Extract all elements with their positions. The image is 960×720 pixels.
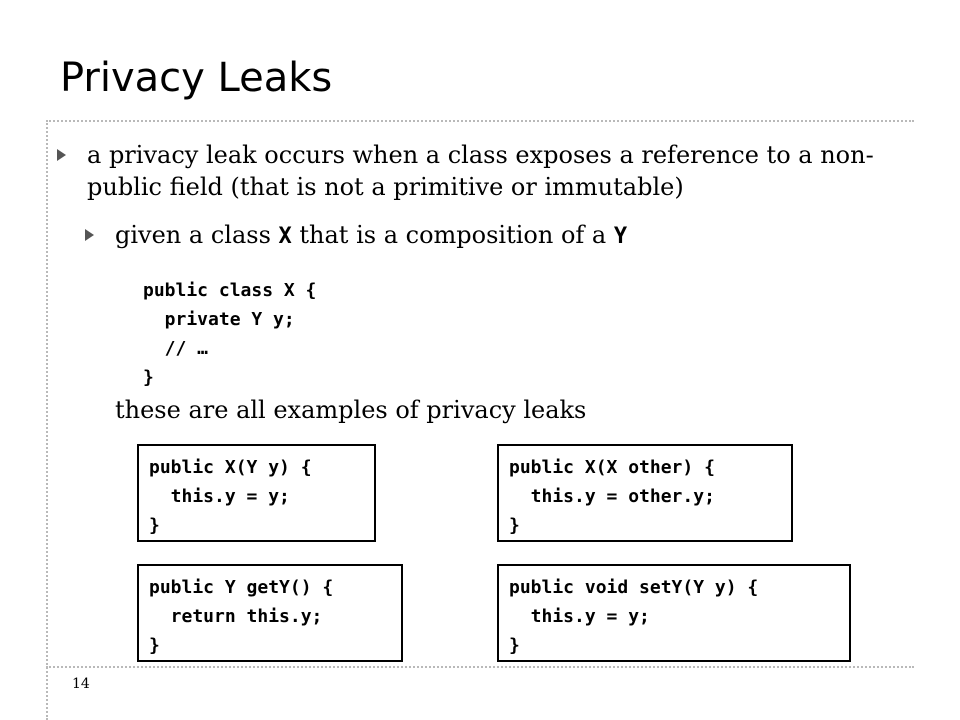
bullet-privacy-leak-definition bbox=[87, 139, 907, 203]
page-number: 14 bbox=[72, 676, 90, 692]
code-snippet: public X(X other) { this.y = other.y; } bbox=[509, 457, 715, 536]
triangle-bullet-icon bbox=[85, 229, 94, 241]
sub-bullet-composition bbox=[115, 219, 895, 253]
bottom-divider bbox=[46, 666, 914, 668]
slide-title: Privacy Leaks bbox=[60, 55, 333, 101]
code-snippet: public X(Y y) { this.y = y; } bbox=[149, 457, 312, 536]
copy-constructor-code-box bbox=[497, 444, 793, 542]
examples-note: these are all examples of privacy leaks bbox=[115, 396, 587, 424]
class-x-code: X bbox=[278, 224, 292, 249]
code-snippet: public Y getY() { return this.y; } bbox=[149, 577, 334, 656]
getter-code-box bbox=[137, 564, 403, 662]
bullet-text: a privacy leak occurs when a class exposes a reference to a non-public field (that is not a primitive or immutable) bbox=[87, 141, 874, 201]
constructor-code-box bbox=[137, 444, 376, 542]
sub-bullet-text-start: given a class bbox=[115, 221, 279, 249]
setter-code-box bbox=[497, 564, 851, 662]
top-divider bbox=[46, 120, 914, 122]
class-y-code: Y bbox=[613, 224, 628, 249]
sub-bullet-text-middle: that is a composition of a bbox=[291, 221, 614, 249]
code-snippet: public void setY(Y y) { this.y = y; } bbox=[509, 577, 759, 656]
class-declaration-code: public class X { private Y y; // … } bbox=[143, 280, 317, 388]
triangle-bullet-icon bbox=[57, 149, 66, 161]
left-divider bbox=[46, 120, 48, 720]
